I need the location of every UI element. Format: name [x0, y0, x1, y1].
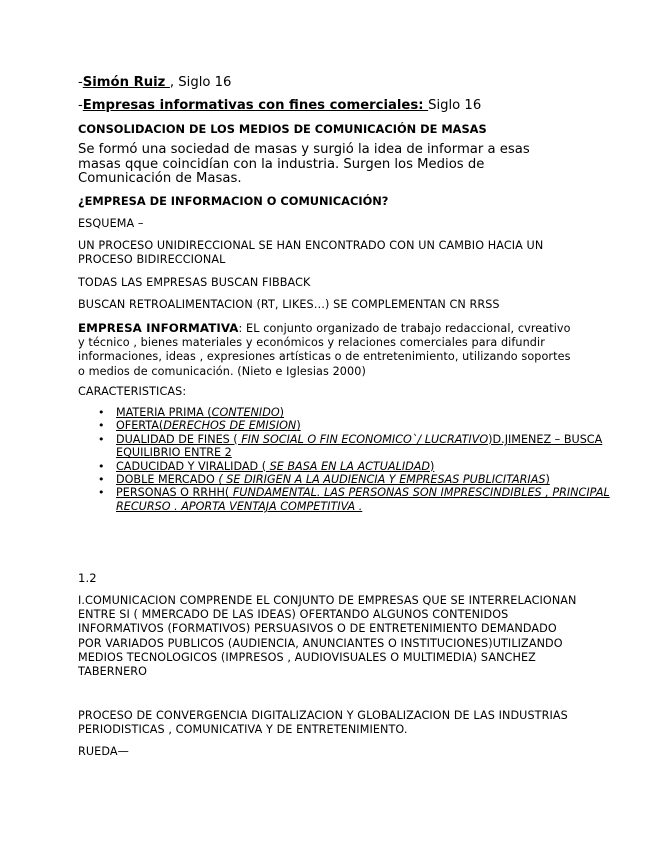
definition-term: EMPRESA INFORMATIVA [78, 321, 239, 335]
consolidacion-heading: CONSOLIDACION DE LOS MEDIOS DE COMUNICACIÓN DE MASAS [78, 122, 487, 136]
esquema-line: ESQUEMA – [78, 217, 144, 230]
list-item: • DOBLE MERCADO ( SE DIRIGEN A LA AUDIENCIA Y EMPRESAS PUBLICITARIAS) [116, 473, 616, 486]
empresas-title: Empresas informativas con fines comerciales: [82, 98, 429, 113]
empresa-informativa-definition [78, 321, 576, 379]
author-century: , Siglo 16 [169, 75, 232, 90]
list-item: • CADUCIDAD Y VIRALIDAD ( SE BASA EN LA ACTUALIDAD) [116, 460, 616, 473]
comunicacion-paragraph: I.COMUNICACION COMPRENDE EL CONJUNTO DE EMPRESAS QUE SE INTERRELACIONAN ENTRE SI ( MMERCADO DE LAS IDEAS) OFERTANDO ALGUNOS CONTENIDOS INFORMATIVOS (FORMATIVOS) PERSUASIVOS O DE ENTRETENIMIENTO DEMANDADO POR VARIADOS PUBLICOS (AUDIENCIA, ANUNCIANTES O INSTITUCIONES)UTILIZANDO MEDIOS TECNOLOGICOS (IMPRESOS , AUDIOVISUALES O MULTIMEDIA) SANCHEZ TABERNERO [78, 594, 577, 679]
sociedad-paragraph: Se formó una sociedad de masas y surgió la idea de informar a esas masas qque coincidían con la industria. Surgen los Medios de Comunicación de Masas. [78, 142, 530, 187]
list-item: • DUALIDAD DE FINES ( FIN SOCIAL O FIN ECONOMICO`/ LUCRATIVO)D.JIMENEZ – BUSCA EQUILIBRIO ENTRE 2 [116, 433, 616, 460]
author-line: -Simón Ruiz , Siglo 16 [78, 75, 232, 90]
section-number: 1.2 [78, 571, 97, 585]
characteristics-list [78, 406, 616, 513]
list-item: • OFERTA(DERECHOS DE EMISION) [116, 419, 616, 432]
empresa-question-heading: ¿EMPRESA DE INFORMACION O COMUNICACIÓN? [78, 194, 389, 208]
list-item: • PERSONAS O RRHH( FUNDAMENTAL. LAS PERSONAS SON IMPRESCINDIBLES , PRINCIPAL RECURSO . APORTA VENTAJA COMPETITIVA . [116, 486, 616, 513]
proceso-unidireccional: UN PROCESO UNIDIRECCIONAL SE HAN ENCONTRADO CON UN CAMBIO HACIA UN PROCESO BIDIRECCIONAL [78, 239, 544, 267]
author-name: Simón Ruiz [82, 75, 170, 90]
empresas-line: -Empresas informativas con fines comerciales: Siglo 16 [78, 98, 482, 113]
list-item: • MATERIA PRIMA (CONTENIDO) [116, 406, 616, 419]
convergencia-paragraph: PROCESO DE CONVERGENCIA DIGITALIZACION Y GLOBALIZACION DE LAS INDUSTRIAS PERIODISTICAS , COMUNICATIVA Y DE ENTRETENIMIENTO. [78, 709, 568, 737]
caracteristicas-heading: CARACTERISTICAS: [78, 385, 187, 398]
empresas-century: Siglo 16 [428, 98, 482, 113]
rueda-line: RUEDA— [78, 745, 129, 758]
buscan-line: BUSCAN RETROALIMENTACION (RT, LIKES…) SE COMPLEMENTAN CN RRSS [78, 298, 500, 311]
todas-empresas-line: TODAS LAS EMPRESAS BUSCAN FIBBACK [78, 276, 311, 289]
definition-text: : EL conjunto organizado de trabajo redaccional, cvreativo y técnico , bienes materiales y económicos y relaciones comerciales para difundir informaciones, ideas , expresiones artísticas o de entretenimiento, utilizando soportes o medios de comunicación. (Nieto e Iglesias 2000) [78, 322, 571, 378]
